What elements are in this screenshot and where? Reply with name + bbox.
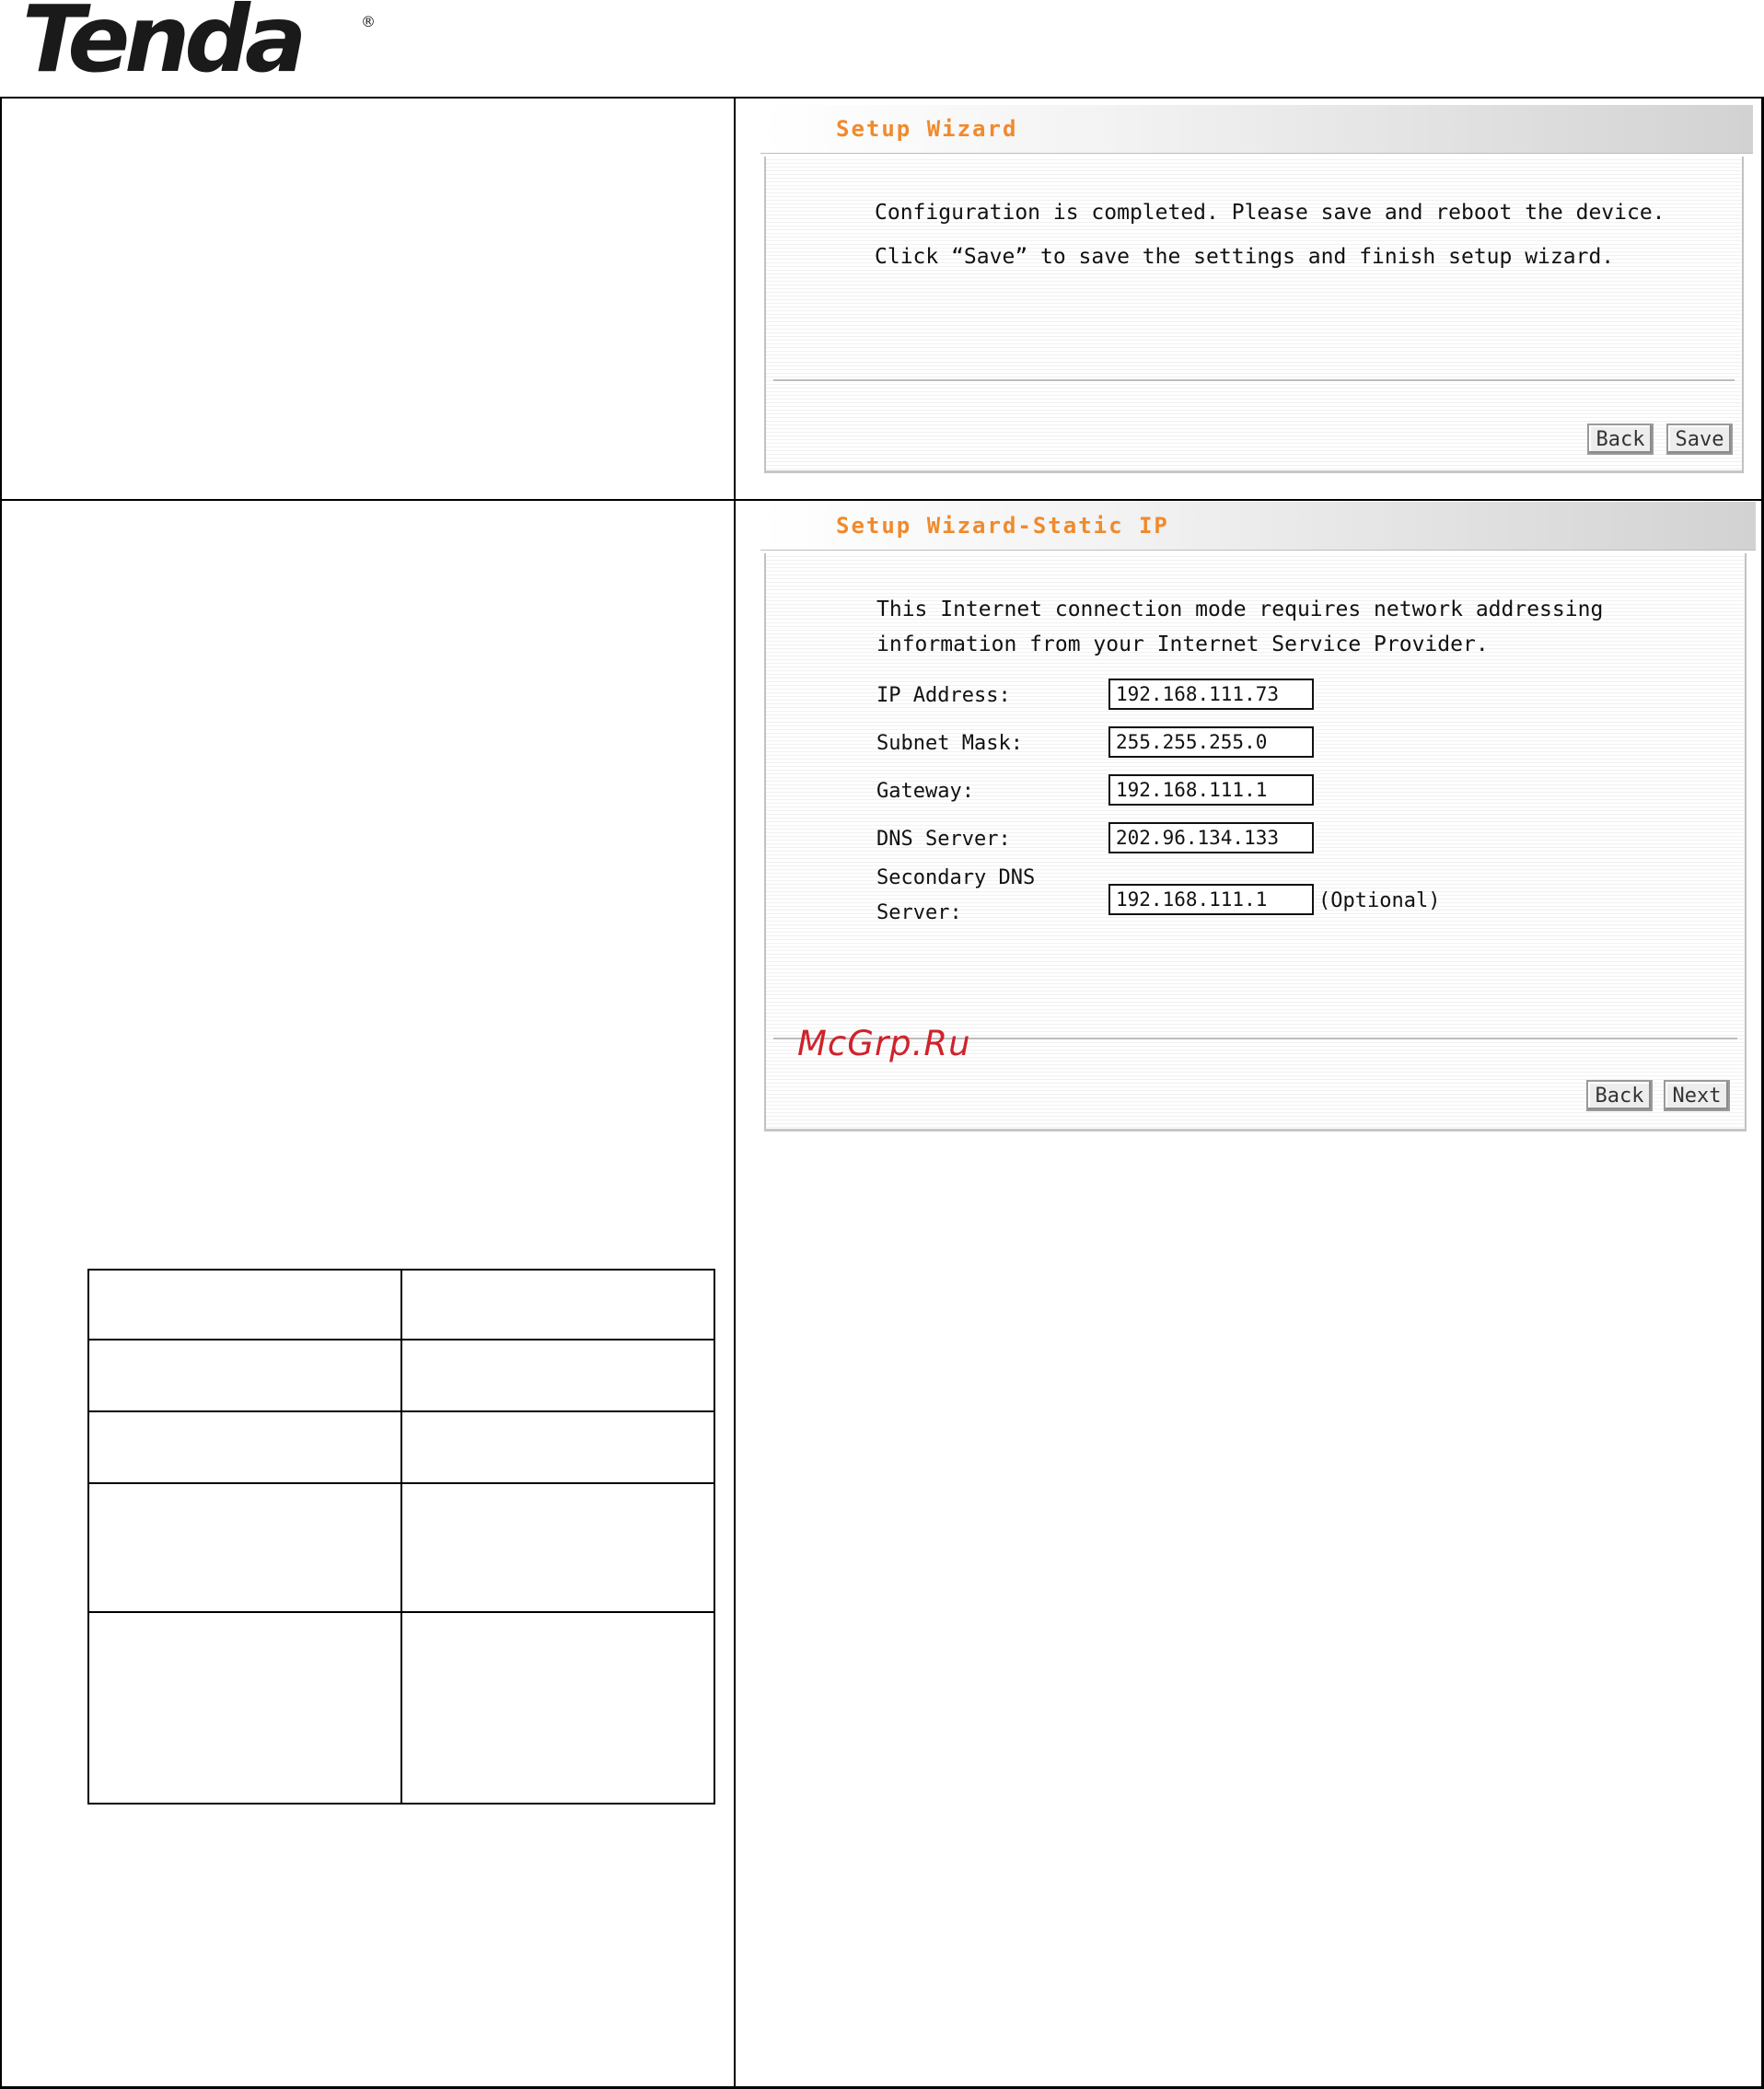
ip-address-row [766, 679, 1745, 715]
table-cell [401, 1340, 714, 1411]
tenda-logo [22, 0, 376, 93]
empty-table [87, 1269, 715, 1805]
table-cell [88, 1340, 401, 1411]
subnet-mask-row [766, 726, 1745, 763]
gateway-row [766, 774, 1745, 811]
panel-title: Setup Wizard [836, 116, 1018, 142]
secondary-dns-row [766, 866, 1745, 931]
table-row [88, 1411, 714, 1483]
completion-message: Configuration is completed. Please save and reboot the device. [875, 201, 1665, 225]
save-button[interactable]: Save [1666, 424, 1733, 455]
subnet-mask-label: Subnet Mask: [876, 732, 1023, 755]
save-instruction: Click “Save” to save the settings and finish setup wizard. [875, 245, 1615, 269]
watermark: McGrp.Ru [797, 1024, 971, 1063]
table-cell [401, 1270, 714, 1340]
table-cell [88, 1411, 401, 1483]
divider [773, 379, 1735, 381]
registered-mark: ® [361, 13, 376, 30]
secondary-dns-label-line1: Secondary DNS [876, 866, 1036, 889]
table-row [88, 1612, 714, 1804]
ip-address-input[interactable] [1108, 679, 1314, 710]
grid-left-border [0, 97, 2, 2089]
dns-server-label: DNS Server: [876, 828, 1011, 851]
intro-line-2: information from your Internet Service Provider. [876, 633, 1489, 656]
panel-header [760, 105, 1753, 154]
dns-server-row [766, 822, 1745, 859]
grid-middle-divider [734, 97, 736, 2089]
table-row [88, 1340, 714, 1411]
table-cell [401, 1483, 714, 1612]
back-button[interactable]: Back [1587, 424, 1654, 455]
gateway-label: Gateway: [876, 780, 974, 803]
secondary-dns-input[interactable] [1108, 884, 1314, 915]
secondary-dns-label-line2: Server: [876, 901, 962, 924]
panel-title: Setup Wizard-Static IP [836, 513, 1169, 539]
table-cell [401, 1612, 714, 1804]
panel-body [764, 157, 1744, 473]
table-row [88, 1270, 714, 1340]
table-row [88, 1483, 714, 1612]
next-button[interactable]: Next [1664, 1080, 1730, 1111]
intro-line-1: This Internet connection mode requires network addressing [876, 598, 1604, 621]
ip-address-label: IP Address: [876, 684, 1011, 707]
dns-server-input[interactable] [1108, 822, 1314, 853]
table-cell [88, 1483, 401, 1612]
table-cell [88, 1270, 401, 1340]
panel-header [760, 502, 1756, 551]
optional-note: (Optional) [1318, 889, 1441, 912]
table-cell [88, 1612, 401, 1804]
setup-wizard-complete-panel [760, 105, 1753, 473]
table-cell [401, 1411, 714, 1483]
logo-wordmark: Tenda [22, 0, 302, 93]
grid-row-divider [0, 499, 1764, 501]
back-button[interactable]: Back [1586, 1080, 1653, 1111]
subnet-mask-input[interactable] [1108, 726, 1314, 758]
grid-top-border [0, 97, 1764, 99]
gateway-input[interactable] [1108, 774, 1314, 806]
